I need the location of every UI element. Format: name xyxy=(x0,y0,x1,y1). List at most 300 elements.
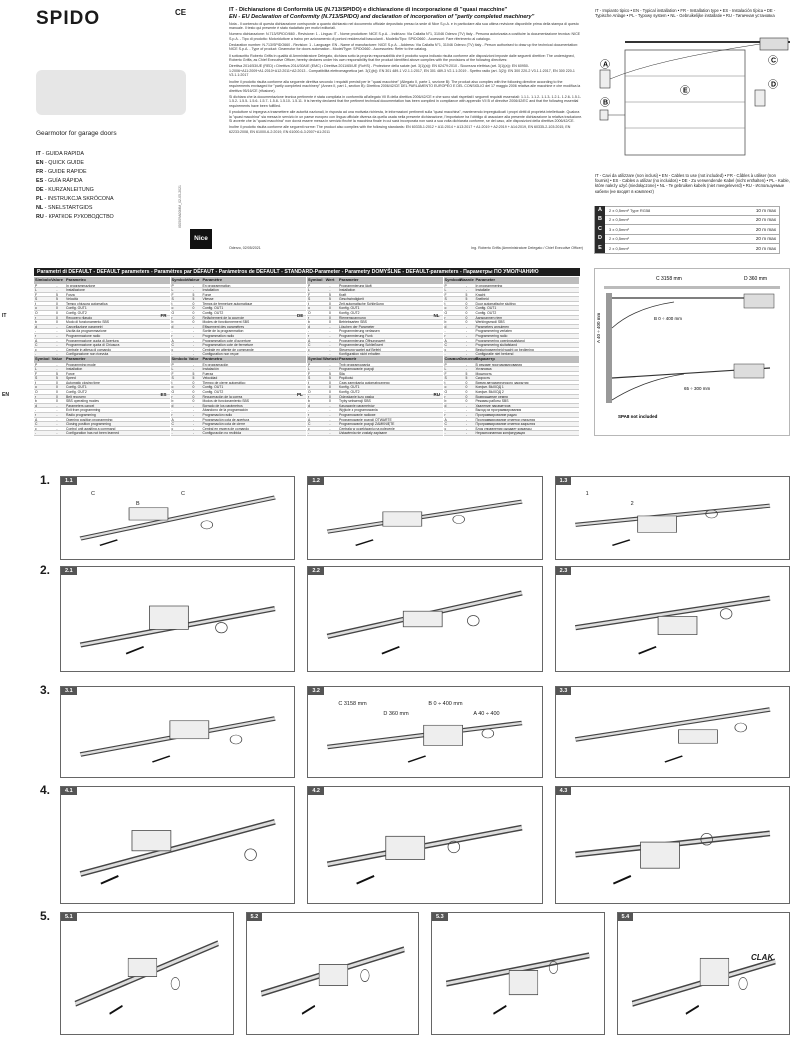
table-cell: - xyxy=(329,367,331,372)
parameter-table xyxy=(444,356,580,435)
step-panel xyxy=(60,566,295,672)
step-tag: 3.2 xyxy=(308,687,324,695)
table-cell: - xyxy=(465,403,468,408)
table-cell: b xyxy=(35,399,37,404)
table-cell: 0 xyxy=(56,301,58,306)
step-tag: 5.4 xyxy=(618,913,634,921)
table-cell: Installatie xyxy=(475,288,490,292)
table-cell: P xyxy=(308,283,311,288)
column-header: Waarde xyxy=(459,277,474,282)
column-header: Paramètre xyxy=(202,277,223,282)
declaration-title-en: EN - EU Declaration of Conformity (N.713/SPIDO) and declaration of incorporation of "partly completed machinery" xyxy=(229,13,535,20)
table-cell: - xyxy=(465,417,468,422)
table-cell: o xyxy=(171,385,174,390)
step-number: 3. xyxy=(40,683,51,697)
table-cell: Exit from programming xyxy=(66,408,101,413)
table-cell: t xyxy=(171,380,173,385)
table-cell: - xyxy=(192,362,195,367)
table-cell: - xyxy=(329,403,331,408)
table-cell: F xyxy=(308,292,311,297)
table-cell: - xyxy=(444,329,446,334)
table-cell: Wyjście z programowania xyxy=(339,408,378,413)
column-header: Valore xyxy=(50,277,63,282)
dimension-a: A 40 ÷ 400 mm xyxy=(596,312,601,343)
column-header: Simbolo xyxy=(35,277,51,282)
language-label: QUICK GUIDE xyxy=(48,160,84,166)
step-illustration xyxy=(61,787,294,903)
table-cell: Config. OUT1 xyxy=(202,306,224,311)
table-cell: 0 xyxy=(329,390,331,395)
table-cell: Force xyxy=(66,371,75,376)
table-cell: A xyxy=(171,417,174,422)
step-illustration xyxy=(556,687,789,777)
table-cell: Velocità xyxy=(66,297,78,301)
language-item: IT - GUIDA RAPIDA xyxy=(36,151,84,157)
table-cell: - xyxy=(192,413,195,418)
product-subtitle: Gearmotor for garage doors xyxy=(36,130,117,137)
table-cell: F xyxy=(171,371,174,376)
step-panel xyxy=(307,476,542,560)
step-annotation: A 40 ÷ 400 xyxy=(473,711,500,717)
table-cell: - xyxy=(329,334,331,339)
default-parameters-title: Parametri di DEFAULT - DEFAULT parameters - Paramètres par DÉFAUT - Parámetros de DEFAULT - STANDARD-Parameter - Parametry DOMYŚLNE - DEFAULT-parameters - Параметры ПО УМОЛЧАНИЮ xyxy=(34,268,580,276)
table-cell: Vitesse xyxy=(202,297,214,301)
table-row xyxy=(444,431,580,436)
table-cell: Konfiguration nicht erhalten xyxy=(339,352,381,356)
table-cell: 0 xyxy=(465,385,468,390)
table-cell: r xyxy=(308,334,310,339)
table-cell: Programmierung verlassen xyxy=(339,329,380,334)
table-cell: c xyxy=(171,347,174,352)
accessory-note: SPA8 not included xyxy=(618,414,658,419)
table-cell: Kasowanie parametrów xyxy=(339,403,375,408)
table-cell: Programmazione quota di Chiusura xyxy=(66,343,120,347)
column-header: Wartość xyxy=(323,356,339,361)
table-cell: - xyxy=(192,431,195,436)
table-cell: b xyxy=(35,320,37,325)
declaration-manufacturer: Numero dichiarazione: N.713/SPIDO/660 - Revisione: 1 - Lingua: IT - Nome produttore: NICE S.p.A. - Indirizzo: Via Callalta N°1, 31046 Oderzo (TV) Italy - Persona autorizzata a costituire la documentazione tecnica: NICE S.p.A. - Tipo di prodotto: Motoriduttore a traino per azionamento di portoni residenziali basculanti - Modello/Tipo: SPIDO660 - Accessori: Fare riferimento al catalogo. xyxy=(229,32,581,41)
table-cell: - xyxy=(329,352,331,357)
table-cell: L xyxy=(308,288,310,293)
column-header: Valor xyxy=(188,356,199,361)
table-cell: - xyxy=(465,338,468,343)
table-cell: Prędkość xyxy=(339,376,354,380)
table-cell: - xyxy=(192,408,195,413)
table-cell: Tiempo de cierre automático xyxy=(202,380,246,385)
step-tag: 5.3 xyxy=(432,913,448,921)
table-cell: 0 xyxy=(329,301,331,306)
table-cell: - xyxy=(329,417,331,422)
table-cell: c xyxy=(35,347,37,352)
language-code: IT xyxy=(36,151,41,157)
dimension-e: 65 ÷ 300 mm xyxy=(684,386,711,391)
step-panel xyxy=(60,786,295,904)
table-cell: - xyxy=(465,324,468,329)
table-cell: Programación cota de cierre xyxy=(202,422,246,426)
language-code: NL xyxy=(36,205,44,211)
table-cell: o xyxy=(444,385,447,390)
table-cell: Modos de funcionamiento SBS xyxy=(202,399,250,403)
table-cell: 0 xyxy=(465,306,468,311)
table-cell: Centrale en attente de commande xyxy=(202,347,254,352)
table-cell: Config. OUT2 xyxy=(66,390,87,394)
table-cell: Temps de fermeture automatique xyxy=(202,301,253,306)
table-cell: - xyxy=(329,422,331,427)
table-cell: Konfig. OUT1 xyxy=(339,385,360,390)
table-cell: C xyxy=(171,422,174,427)
table-cell: Uscita da programmazione xyxy=(66,329,107,334)
table-cell: Snelheid xyxy=(475,297,489,301)
table-cell: Installation xyxy=(339,288,356,292)
table-cell: L xyxy=(171,367,174,372)
table-cell: Configurazione non ricevuta xyxy=(66,352,109,356)
declaration-of-conformity xyxy=(229,7,583,255)
cable-row xyxy=(594,225,780,235)
table-cell: - xyxy=(35,352,37,357)
table-cell: C xyxy=(444,422,447,427)
table-cell: - xyxy=(56,431,58,436)
table-cell: SBS operating modes xyxy=(66,399,99,403)
table-cell: - xyxy=(192,352,195,357)
language-code: RU xyxy=(36,214,44,220)
table-cell: r xyxy=(444,413,446,418)
language-label: KURZANLEITUNG xyxy=(48,187,94,193)
step-panel xyxy=(307,686,542,778)
table-cell: Configuration has not been learned xyxy=(66,431,119,435)
typical-installation-heading: IT - Impianto tipico • EN - Typical installation • FR - Installation type • ES - Instalación típica • DE - Typische Anlage • PL - Typowy system • NL - Gebruikelijke installatie • RU - Типичная установка xyxy=(595,8,776,19)
table-cell: 0 xyxy=(329,399,331,404)
parameter-table xyxy=(171,356,307,435)
table-cell: - xyxy=(192,347,195,352)
table-cell: 0 xyxy=(465,311,468,316)
table-cell: 5 xyxy=(56,376,58,381)
table-cell: Programming mode xyxy=(66,362,96,367)
declaration-text: Inoltre il prodotto risulta conforme alle seguenti norme: The product also complies with the following standards: EN 60335-1:2012 + A11:2014 + A13:2017 + A1:2019 + A2:2019 + A14:2019, EN 60335-2-103:2015, EN 62233:2008, EN 61000-6-2:2019, EN 61000-6-3:2007+A1:2011 xyxy=(229,125,571,134)
table-cell: r xyxy=(444,334,446,339)
column-header: Symbol xyxy=(35,356,50,361)
language-code: EN xyxy=(36,160,44,166)
table-cell: 0 xyxy=(56,315,58,320)
language-item: PL - INSTRUKCJA SKRÓCONA xyxy=(36,196,114,202)
table-cell: c xyxy=(308,347,310,352)
table-cell: - xyxy=(56,283,58,288)
declaration-signatory: Ing. Roberto Griffa (Amministratore Delegato / Chief Executive Officer) xyxy=(471,246,583,250)
step-panel xyxy=(555,686,790,778)
table-cell: 5 xyxy=(56,297,58,302)
step-tag: 4.2 xyxy=(308,787,324,795)
language-code: ES xyxy=(36,178,44,184)
column-header: Symbool xyxy=(444,277,462,282)
step-tag: 5.2 xyxy=(247,913,263,921)
table-cell: Режимы работы SBS xyxy=(475,399,509,403)
column-header: Símbolo xyxy=(171,356,188,361)
table-cell: F xyxy=(35,292,38,297)
table-cell: - xyxy=(35,431,37,436)
table-language: DE xyxy=(297,313,304,318)
table-cell: A xyxy=(308,338,311,343)
table-cell: Programmierung Schließwert xyxy=(339,343,383,347)
document-code: IS0509A00MM_02-05-2021 xyxy=(178,184,182,228)
table-cell: 5 xyxy=(192,292,195,297)
table-cell: 0 xyxy=(192,385,195,390)
table-cell: r xyxy=(171,334,173,339)
brand-title: SPIDO xyxy=(36,8,101,29)
table-cell: b xyxy=(171,399,174,404)
table-cell: o xyxy=(444,306,447,311)
step-tag: 3.1 xyxy=(61,687,77,695)
table-cell: Programmering sluitafstand xyxy=(475,343,517,347)
table-cell: b xyxy=(308,320,310,325)
table-cell: S xyxy=(308,297,311,302)
table-cell: r xyxy=(35,394,37,399)
table-cell: Tempo chiusura automatica xyxy=(66,301,108,306)
table-cell: Steuerung wartet auf Befehl xyxy=(339,347,382,352)
column-header: Parameter xyxy=(475,277,496,282)
cable-key: E xyxy=(595,244,605,254)
table-cell: - xyxy=(56,347,58,352)
table-cell: t xyxy=(171,301,173,306)
table-cell: Programowanie radiowe xyxy=(339,413,376,417)
cable-spec: 2 x 0,5mm² xyxy=(609,236,630,242)
table-cell: A xyxy=(35,338,38,343)
table-cell: - xyxy=(56,413,58,418)
table-cell: L xyxy=(444,288,447,293)
step-panel xyxy=(307,786,542,904)
step-panel xyxy=(246,912,420,1035)
table-cell: Werkingsmodi SBS xyxy=(475,320,505,324)
table-cell: 0 xyxy=(192,311,195,316)
table-cell: 0 xyxy=(465,380,468,385)
cable-row xyxy=(594,216,780,226)
declaration-place-date: Oderzo, 02/05/2021 xyxy=(229,246,261,250)
table-cell: 5 xyxy=(329,371,331,376)
column-header: Symbol xyxy=(308,356,323,361)
table-cell: C xyxy=(308,422,311,427)
cable-spec: 2 x 0,5mm² xyxy=(609,245,630,251)
table-cell: - xyxy=(329,343,331,348)
table-cell: Kraft xyxy=(339,292,347,297)
table-cell: - xyxy=(56,367,58,372)
step-number: 4. xyxy=(40,783,51,797)
step-annotation: C 3158 mm xyxy=(338,701,367,707)
table-cell: Parameters cancel xyxy=(66,403,95,408)
table-cell: d xyxy=(308,403,310,408)
step-illustration xyxy=(618,913,790,1034)
table-cell: - xyxy=(35,408,37,413)
table-cell: t xyxy=(308,301,309,306)
table-cell: Блок управления ожидает команды xyxy=(475,426,532,431)
table-cell: Programmierung Öffnungswert xyxy=(339,338,386,343)
table-cell: 0 xyxy=(329,385,331,390)
column-header: Parameter xyxy=(339,277,359,282)
step-annotation: B xyxy=(136,501,140,507)
step-annotation: CLAK xyxy=(751,953,774,962)
table-cell: P xyxy=(171,362,174,367)
table-cell: S xyxy=(444,297,447,302)
table-cell: Effacement des paramètres xyxy=(202,324,245,329)
table-cell: 0 xyxy=(329,380,331,385)
cable-key: A xyxy=(595,206,605,216)
table-cell: - xyxy=(465,431,468,436)
column-header: Parámetro xyxy=(202,356,223,361)
table-cell: Aanspannen riem xyxy=(475,315,503,320)
table-cell: Konfig. OUT2 xyxy=(339,390,360,394)
table-cell: F xyxy=(171,292,174,297)
table-cell: O xyxy=(171,311,175,316)
table-cell: A xyxy=(308,417,311,422)
cable-spec: 2 x 0,5mm² Type RG58 xyxy=(609,208,651,214)
table-language: PL xyxy=(297,392,303,397)
table-cell: Программирование радио xyxy=(475,413,517,417)
table-cell: A xyxy=(444,338,447,343)
table-cell: Programmierung Funk xyxy=(339,334,373,338)
table-cell: - xyxy=(56,408,58,413)
step-tag: 2.2 xyxy=(308,567,324,575)
table-cell: Installation xyxy=(66,367,83,371)
table-cell: - xyxy=(329,288,331,293)
table-cell: Tryb programowania xyxy=(339,362,370,367)
table-cell: - xyxy=(192,426,195,431)
table-cell: - xyxy=(329,324,331,329)
table-cell: Recupero rilascio xyxy=(66,315,93,320)
table-cell: Programowanie pozycji OTWARTE xyxy=(339,417,392,422)
table-cell: Programowanie pozycji xyxy=(339,367,375,371)
table-cell: Odzyskanie luzu paska xyxy=(339,394,374,399)
table-cell: 0 xyxy=(465,399,468,404)
table-cell: Recuperación de la correa xyxy=(202,394,243,399)
table-cell: Config. OUT2 xyxy=(202,390,224,394)
table-cell: 5 xyxy=(465,297,468,302)
table-cell: - xyxy=(329,362,331,367)
table-cell: In programmering xyxy=(475,283,503,288)
table-cell: - xyxy=(192,338,195,343)
table-cell: Betriebsarten SBS xyxy=(339,320,367,324)
table-cell: Config. OUT1 xyxy=(66,306,87,311)
table-cell: P xyxy=(35,362,38,367)
column-header: Parametro xyxy=(66,277,86,282)
table-cell: C xyxy=(444,343,447,348)
table-cell: o xyxy=(171,306,174,311)
table-cell: 5 xyxy=(192,376,195,381)
table-cell: 0 xyxy=(56,399,58,404)
table-cell: Ustawienia nie zostały zapisane xyxy=(339,431,388,435)
table-cell: Belt recovery xyxy=(66,394,86,399)
language-item: FR - GUIDE RAPIDE xyxy=(36,169,87,175)
table-cell: 5 xyxy=(465,292,468,297)
step-panel xyxy=(431,912,605,1035)
table-cell: Programmering openingsafstand xyxy=(475,338,525,343)
table-cell: d xyxy=(444,403,447,408)
table-cell: In programmazione xyxy=(66,283,96,288)
table-cell: - xyxy=(444,408,446,413)
table-cell: Sortie de la programmation xyxy=(202,329,244,334)
table-cell: - xyxy=(171,431,173,436)
table-cell: - xyxy=(465,362,468,367)
table-cell: 5 xyxy=(329,297,331,302)
table-cell: o xyxy=(308,306,310,311)
table-cell: Конфиг. ВЫХОД 2 xyxy=(475,390,504,394)
step-illustration xyxy=(61,687,294,777)
table-cell: Instalación xyxy=(202,367,219,371)
table-cell: 5 xyxy=(329,376,331,381)
table-cell: - xyxy=(56,352,58,357)
dimension-d: D 360 mm xyxy=(744,276,768,282)
parameter-table xyxy=(307,356,443,435)
table-cell: 0 xyxy=(465,390,468,395)
table-cell: - xyxy=(329,283,331,288)
language-label: КРАТКОЕ РУКОВОДСТВО xyxy=(48,214,114,220)
table-cell: 0 xyxy=(329,320,331,325)
table-cell: t xyxy=(444,301,446,306)
table-cell: - xyxy=(329,329,331,334)
step-tag: 2.3 xyxy=(556,567,572,575)
cable-length: 10 m max xyxy=(755,208,776,214)
language-code: PL xyxy=(36,196,43,202)
table-cell: Konfig. OUT2 xyxy=(339,311,360,315)
table-cell: 0 xyxy=(56,320,58,325)
parameter-tables xyxy=(2,277,580,436)
diagram-label: B xyxy=(603,99,609,107)
table-cell: Config. OUT1 xyxy=(475,306,497,311)
step-number: 1. xyxy=(40,473,51,487)
language-label: GUIDE RAPIDE xyxy=(47,169,87,175)
table-cell: - xyxy=(192,288,195,293)
cable-row xyxy=(594,235,780,245)
table-cell: Cancellazione parametri xyxy=(66,324,103,329)
table-cell: O xyxy=(444,390,448,395)
table-cell: Centrala w oczekiwaniu na polecenie xyxy=(339,426,395,431)
step-illustration xyxy=(247,913,419,1034)
declaration-text: Declaration number: N.713/SPIDO660 - Revision: 1 - Language: EN - Name of manufacturer: NICE S.p.A. - Address: Via Callalta N°1, 31046 Oderzo (TV) Italy - Person authorised to draw up the technical documentation: NICE S.p.A. - Type of product: Gearmotor for doors automation - Model/Type: SPIDO660 - Accessories: Refer to the catalog. xyxy=(229,42,579,52)
table-cell: Programación cota de apertura xyxy=(202,417,250,422)
installation-dimensions-diagram xyxy=(594,268,790,436)
table-cell: Config. OUT2 xyxy=(202,311,224,315)
step-illustration xyxy=(556,567,789,671)
table-cell: 0 xyxy=(192,301,195,306)
step-illustration xyxy=(556,787,789,903)
column-header: Symbole xyxy=(171,277,189,282)
table-cell: F xyxy=(444,292,447,297)
table-cell: - xyxy=(192,283,195,288)
table-cell: Programación radio xyxy=(202,413,233,417)
table-cell: O xyxy=(308,390,311,395)
parameter-table xyxy=(34,277,170,356)
table-cell: Мощность xyxy=(475,371,492,376)
table-cell: O xyxy=(35,311,38,316)
table-cell: Abandono de la programación xyxy=(202,408,248,413)
table-cell: - xyxy=(465,413,468,418)
table-cell: - xyxy=(56,329,58,334)
cable-length: 20 m max xyxy=(755,226,776,232)
table-cell: 0 xyxy=(192,390,195,395)
table-cell: r xyxy=(444,394,446,399)
table-cell: S xyxy=(35,376,38,381)
table-cell: - xyxy=(329,347,331,352)
table-language: RU xyxy=(433,392,440,397)
table-cell: b xyxy=(444,399,447,404)
table-cell: - xyxy=(192,343,195,348)
parameter-table xyxy=(171,277,307,356)
table-cell: - xyxy=(56,324,58,329)
table-cell: En programmation xyxy=(202,283,231,288)
table-cell: r xyxy=(171,394,173,399)
table-cell: 0 xyxy=(465,315,468,320)
table-cell: Programmazione radio xyxy=(66,334,101,338)
table-cell: 0 xyxy=(56,390,58,395)
table-cell: o xyxy=(35,385,37,390)
table-cell: c xyxy=(444,347,447,352)
table-cell: Configuratie niet herkend xyxy=(475,352,514,356)
